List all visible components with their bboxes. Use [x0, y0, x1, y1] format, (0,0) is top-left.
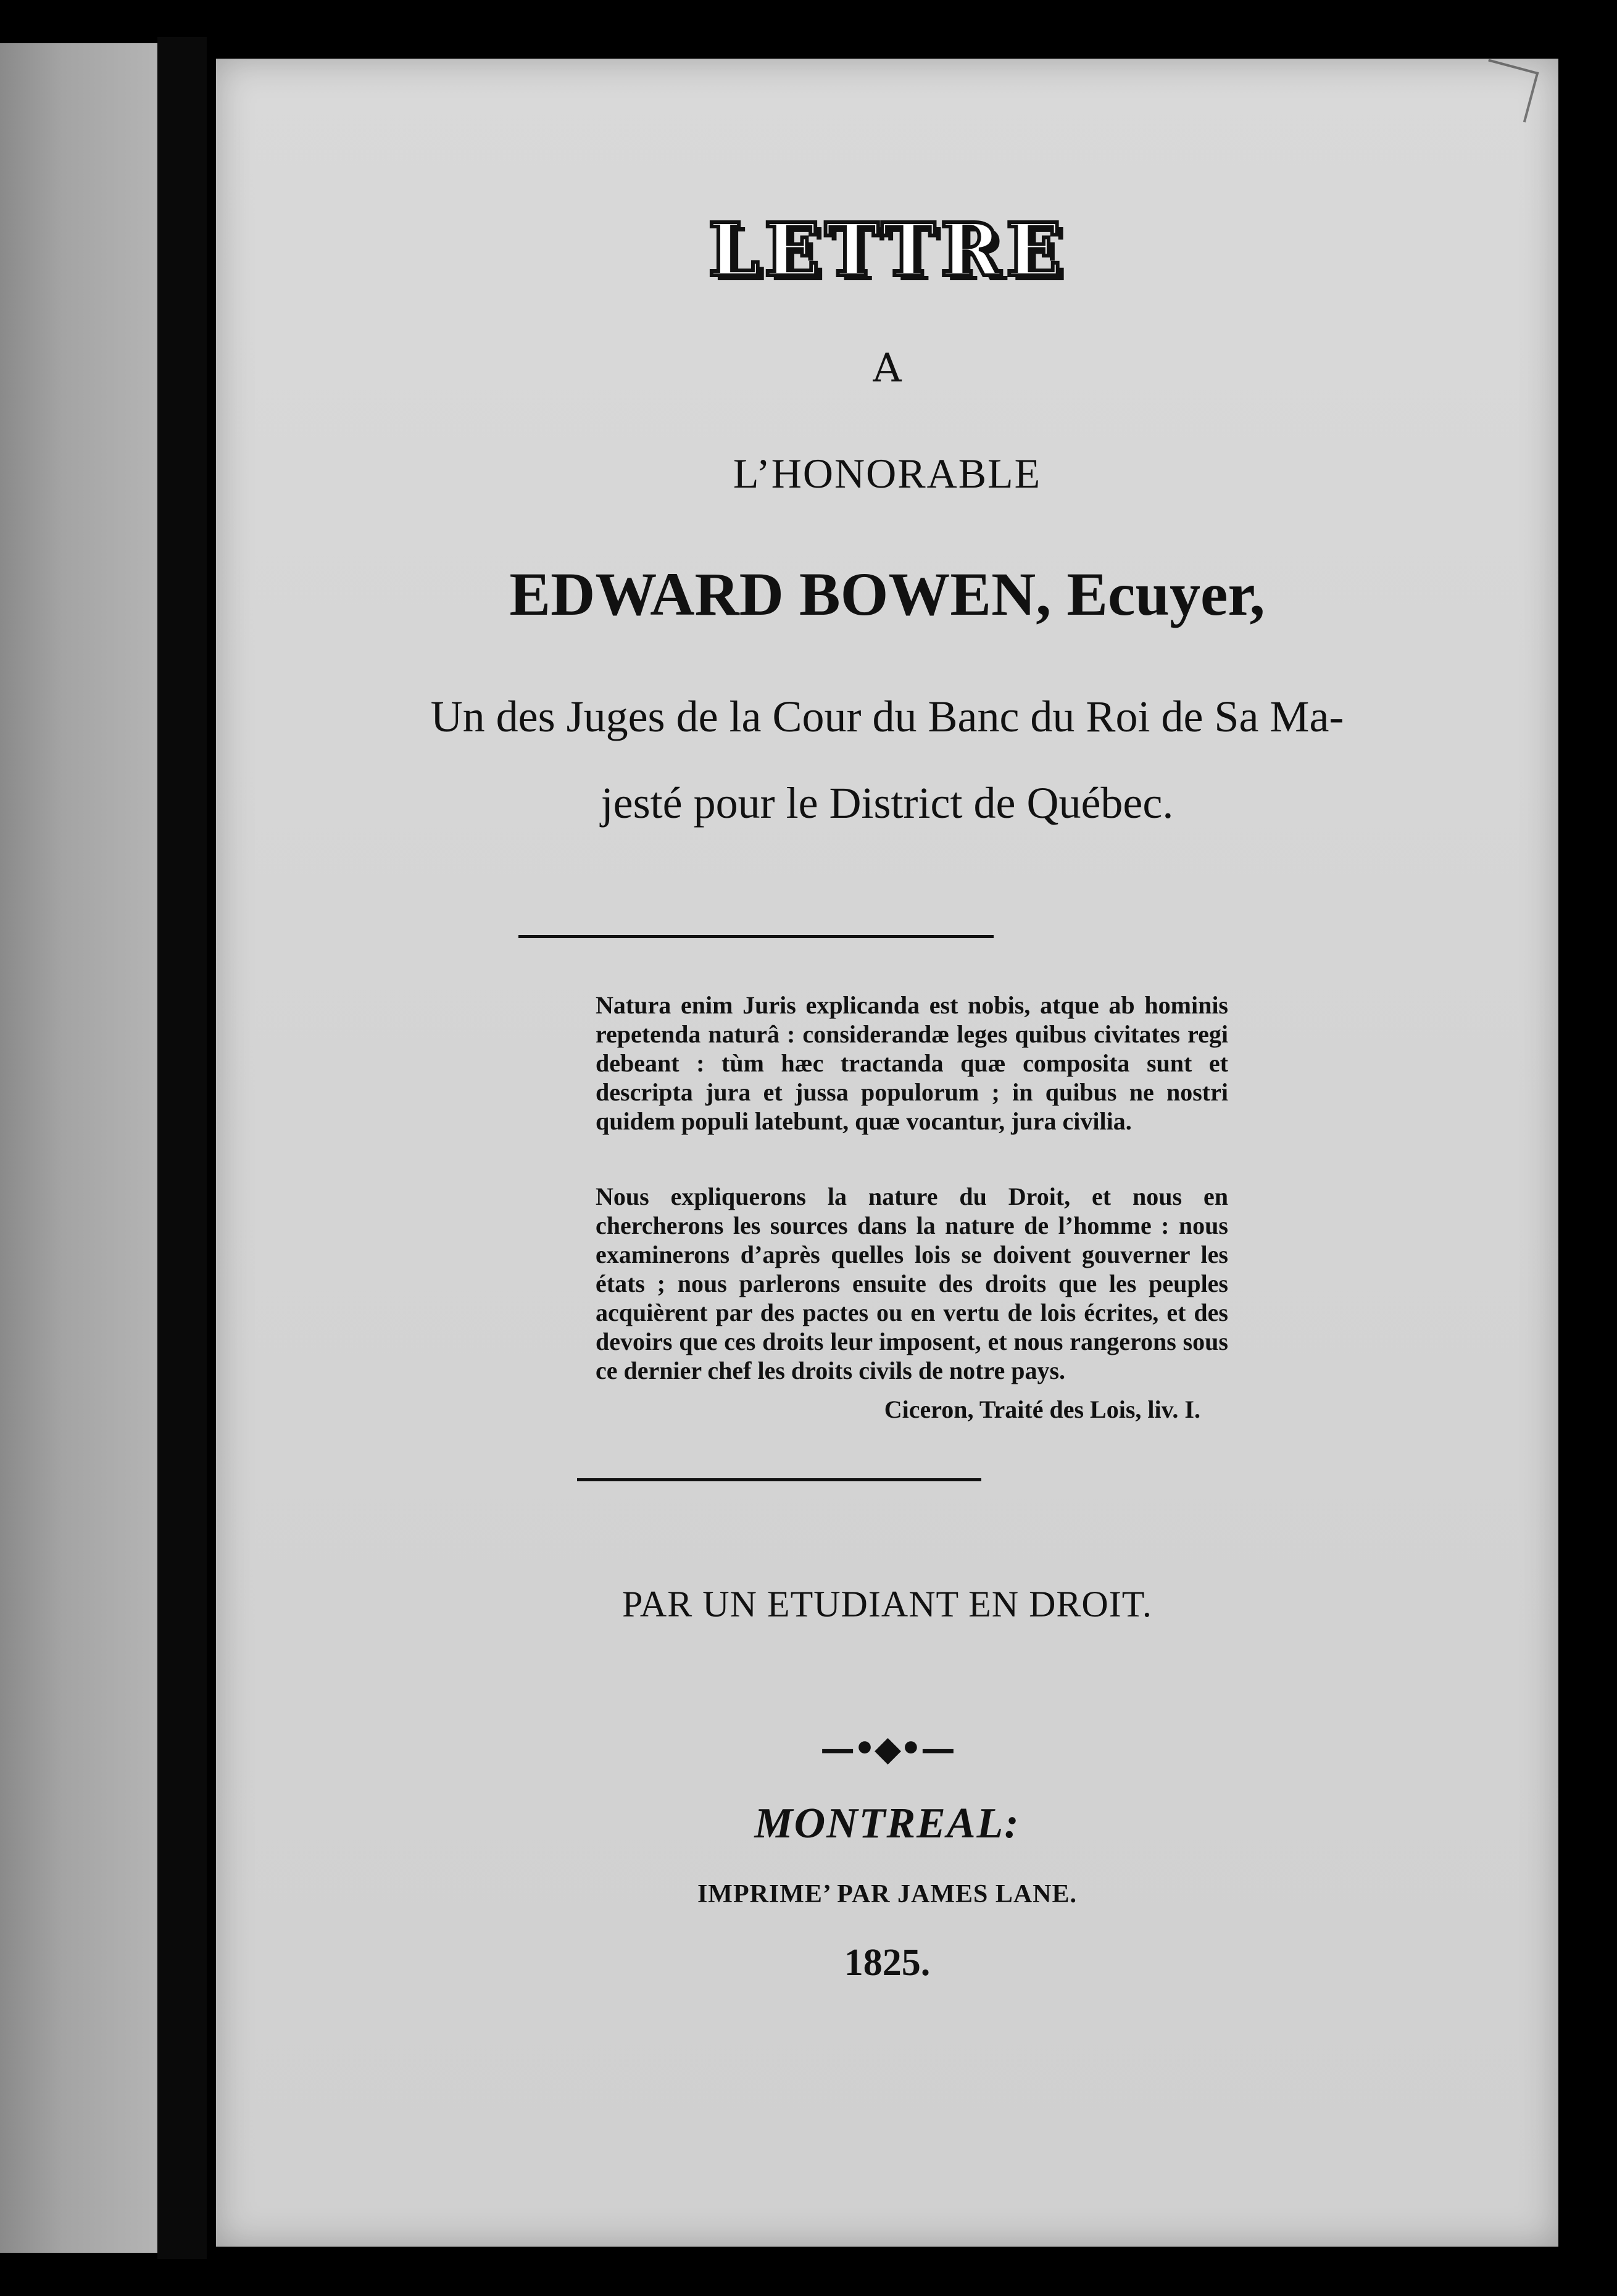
printer-ornament: —•◆•— — [820, 1728, 954, 1769]
document-title: LETTRE — [708, 207, 1066, 293]
author-line: PAR UN ETUDIANT EN DROIT. — [622, 1584, 1152, 1624]
facing-page-edge — [0, 43, 157, 2253]
addressee-title: L’HONORABLE — [733, 450, 1042, 497]
imprint-city: MONTREAL: — [754, 1800, 1020, 1847]
office-line-2: jesté pour le District de Québec. — [601, 778, 1174, 828]
epigraph-french: Nous expliquerons la nature du Droit, et nous en chercherons les sources dans la nature de l’homme : nous examinerons d’après quelles lois se doivent gouverner les états ; nous parlerons ensuite des droits que les peuples acquièrent par des pactes ou en vertu de lois écrites, et des devoirs que ces droits leur imposent, et nous rangerons sous ce dernier chef les droits civils de notre pays. — [596, 1183, 1228, 1384]
imprint-year: 1825. — [844, 1942, 931, 1984]
book-gutter — [157, 37, 207, 2259]
epigraph-attribution: Ciceron, Traité des Lois, liv. I. — [884, 1395, 1200, 1423]
office-line-1: Un des Juges de la Cour du Banc du Roi de Sa Ma- — [430, 692, 1344, 741]
divider-rule-top — [518, 935, 994, 938]
divider-rule-bottom — [577, 1478, 981, 1481]
epigraph-latin: Natura enim Juris explicanda est nobis, atque ab hominis repetenda naturâ : considerandæ leges quibus civitates regi debeant : tùm hæc tractanda quæ composita sunt et descripta jura et jussa populorum ; in quibus ne nostri quidem populi latebunt, quæ vocantur, jura civilia. — [596, 991, 1228, 1135]
preposition: A — [873, 346, 902, 391]
imprint-printer: IMPRIME’ PAR JAMES LANE. — [697, 1880, 1078, 1908]
addressee-name: EDWARD BOWEN, Ecuyer, — [509, 560, 1265, 628]
